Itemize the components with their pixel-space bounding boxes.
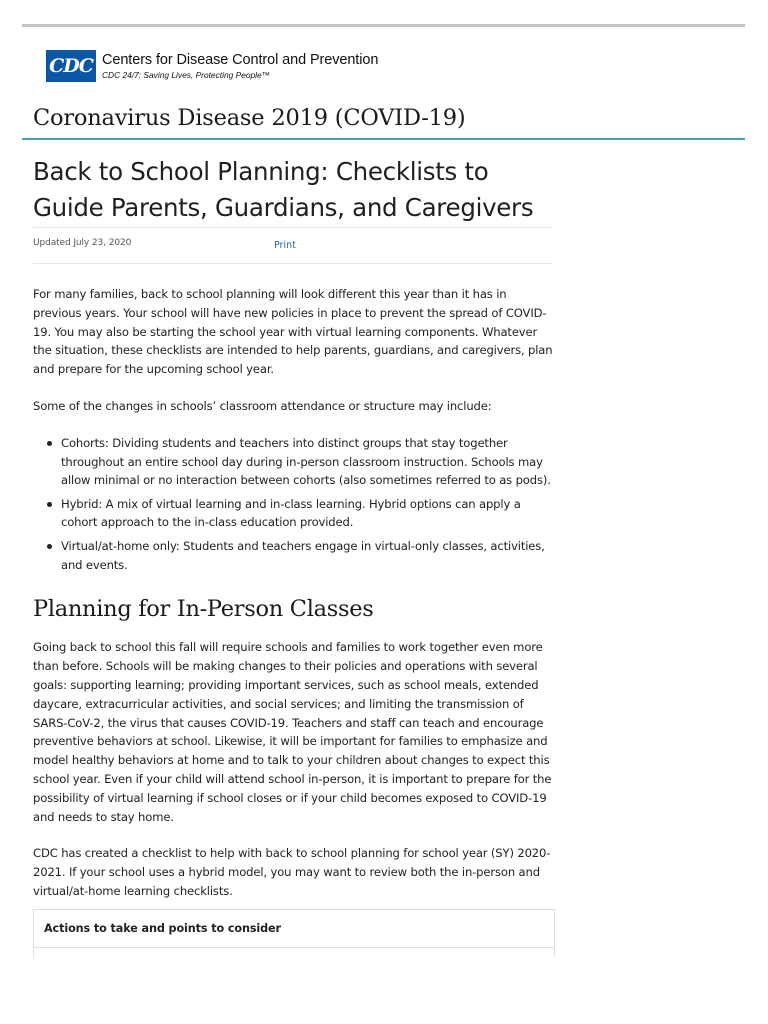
main-content: [33, 285, 555, 957]
bullet-icon: [47, 544, 52, 549]
actions-table-body: [34, 948, 554, 957]
list-item: [61, 537, 555, 575]
checklist-note-paragraph: CDC has created a checklist to help with back to school planning for school year (SY) 2020-2021. If your school uses a hybrid model, you may want to review both the in-person and virtual/at-home learning checklists.: [33, 846, 551, 898]
meta-divider-bottom: [33, 263, 553, 264]
changes-intro-paragraph: Some of the changes in schools’ classroom attendance or structure may include:: [33, 398, 492, 413]
cdc-logo-lettering: CDC: [49, 55, 93, 77]
site-header: [46, 48, 378, 84]
print-link[interactable]: Print: [274, 240, 296, 251]
in-person-paragraph: Going back to school this fall will require schools and families to work together even more than before. Schools will be making changes to their policies and operations with several goals: supporting learning; providing important services, such as school meals, extended daycare, extracurricular activities, and social services; and limiting the transmission of SARS-CoV-2, the virus that causes COVID-19. Teachers and staff can teach and encourage preventive behaviors at school. Likewise, it will be important for families to emphasize and model healthy behaviors at home and to talk to your children about changes to expect this school year. Even if your child will attend school in-person, it is important to prepare for the possibility of virtual learning if school closes or if your child becomes exposed to COVID-19 and needs to stay home.: [33, 640, 552, 824]
org-tagline: CDC 24/7: Saving Lives, Protecting People™: [102, 69, 271, 80]
bullet-icon: [47, 441, 52, 446]
meta-divider-top: [33, 227, 553, 228]
bullet-icon: [47, 502, 52, 507]
list-item: [61, 495, 555, 533]
actions-table: [33, 909, 555, 957]
section-heading: Planning for In-Person Classes: [33, 596, 374, 623]
updated-date: Updated July 23, 2020: [33, 238, 132, 248]
attendance-options-list: [33, 434, 555, 575]
header-text: [102, 52, 378, 81]
org-name: Centers for Disease Control and Prevention: [102, 51, 379, 68]
list-item-text: Hybrid: A mix of virtual learning and in-class learning. Hybrid options can apply a cohort approach to the in-class education provided.: [61, 496, 521, 530]
intro-paragraph: For many families, back to school planning will look different this year than it has in previous years. Your school will have new policies in place to prevent the spread of COVID-19. You may also be starting the school year with virtual learning components. Whatever the situation, these checklists are intended to help parents, guardians, and caregivers, plan and prepare for the upcoming school year.: [33, 287, 553, 377]
site-title[interactable]: Coronavirus Disease 2019 (COVID-19): [33, 105, 466, 131]
page-title: Back to School Planning: Checklists to Guide Parents, Guardians, and Caregivers: [33, 157, 534, 222]
title-divider: [22, 138, 745, 140]
top-divider: [22, 24, 745, 27]
list-item: [61, 434, 555, 490]
cdc-logo[interactable]: [46, 50, 96, 82]
actions-table-header: Actions to take and points to consider: [34, 910, 554, 948]
list-item-text: Virtual/at-home only: Students and teachers engage in virtual-only classes, activities, and events.: [61, 538, 545, 572]
list-item-text: Cohorts: Dividing students and teachers into distinct groups that stay together throughout an entire school day during in-person classroom instruction. Schools may allow minimal or no interaction between cohorts (also sometimes referred to as pods).: [61, 435, 551, 488]
